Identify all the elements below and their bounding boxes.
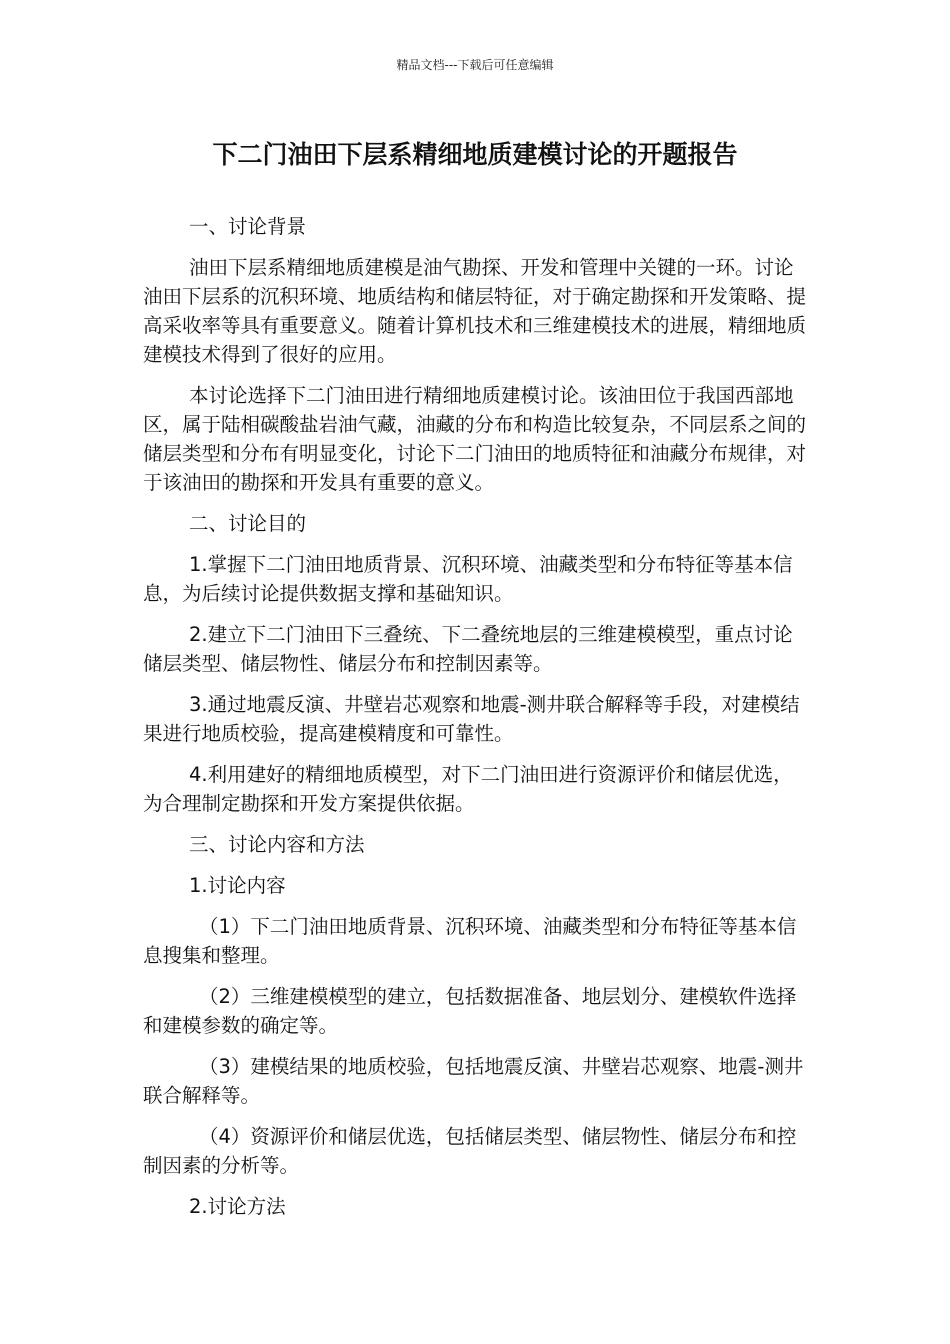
subsection-heading-content: 1.讨论内容 — [189, 874, 286, 897]
list-item: 3.通过地震反演、井壁岩芯观察和地震-测井联合解释等手段，对建模结果进行地质校验，提高建模精度和可靠性。 — [143, 693, 800, 745]
list-item: （3）建模结果的地质校验，包括地震反演、井壁岩芯观察、地震-测井联合解释等。 — [143, 1055, 804, 1107]
section-heading-objectives: 二、讨论目的 — [189, 512, 307, 535]
list-item: （4）资源评价和储层优选，包括储层类型、储层物性、储层分布和控制因素的分析等。 — [143, 1125, 797, 1177]
paragraph: 油田下层系精细地质建模是油气勘探、开发和管理中关键的一环。讨论油田下层系的沉积环境、地质结构和储层特征，对于确定勘探和开发策略、提高采收率等具有重要意义。随着计算机技术和三维建模技术的进展，精细地质建模技术得到了很好的应用。 — [143, 256, 807, 366]
page-header: 精品文档---下载后可任意编辑 — [396, 58, 554, 72]
document-title: 下二门油田下层系精细地质建模讨论的开题报告 — [212, 140, 738, 169]
subsection-heading-methods: 2.讨论方法 — [189, 1195, 286, 1218]
section-heading-content-methods: 三、讨论内容和方法 — [189, 833, 365, 856]
list-item: 4.利用建好的精细地质模型，对下二门油田进行资源评价和储层优选，为合理制定勘探和开发方案提供依据。 — [143, 763, 793, 815]
list-item: 2.建立下二门油田下三叠统、下二叠统地层的三维建模模型，重点讨论储层类型、储层物性、储层分布和控制因素等。 — [143, 623, 793, 675]
document-body — [143, 212, 808, 1233]
list-item: （1）下二门油田地质背景、沉积环境、油藏类型和分布特征等基本信息搜集和整理。 — [143, 915, 797, 967]
list-item: 1.掌握下二门油田地质背景、沉积环境、油藏类型和分布特征等基本信息，为后续讨论提供数据支撑和基础知识。 — [143, 553, 793, 605]
section-heading-background: 一、讨论背景 — [189, 215, 307, 238]
list-item: （2）三维建模模型的建立，包括数据准备、地层划分、建模软件选择和建模参数的确定等。 — [143, 985, 797, 1037]
paragraph: 本讨论选择下二门油田进行精细地质建模讨论。该油田位于我国西部地区，属于陆相碳酸盐岩油气藏，油藏的分布和构造比较复杂，不同层系之间的储层类型和分布有明显变化，讨论下二门油田的地质特征和油藏分布规律，对于该油田的勘探和开发具有重要的意义。 — [143, 384, 807, 494]
